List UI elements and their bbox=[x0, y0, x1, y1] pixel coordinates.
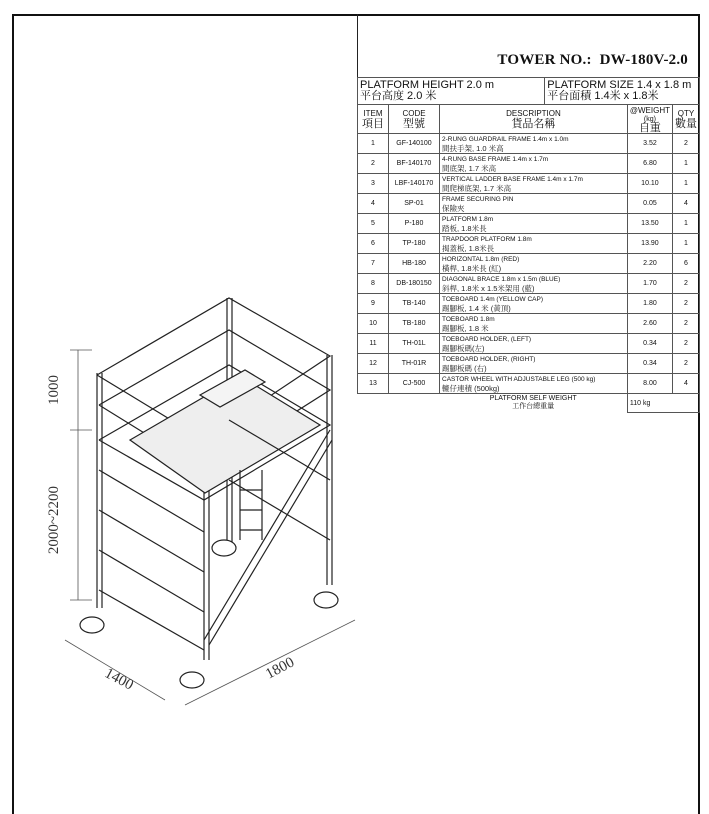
item-weight: 6.80 bbox=[627, 154, 672, 174]
item-description-zh: 轆仔連積 (500kg) bbox=[442, 383, 500, 393]
item-description-en: TOEBOARD 1.4m (YELLOW CAP) bbox=[442, 295, 544, 303]
total-weight-label-en: PLATFORM SELF WEIGHT bbox=[489, 395, 577, 403]
item-qty: 1 bbox=[673, 154, 700, 174]
item-weight: 13.50 bbox=[627, 214, 672, 234]
item-qty: 2 bbox=[673, 334, 700, 354]
dim-guardrail-height: 1000 bbox=[46, 375, 62, 405]
item-number: 3 bbox=[358, 174, 389, 194]
total-weight-label-zh: 工作台總重量 bbox=[512, 403, 555, 411]
item-code: LBF-140170 bbox=[389, 174, 440, 194]
item-code: TB-180 bbox=[389, 314, 440, 334]
item-qty: 1 bbox=[673, 234, 700, 254]
dim-length: 1800 bbox=[263, 654, 298, 683]
dim-platform-height: 2000~2200 bbox=[46, 485, 62, 555]
col-qty-en: QTY bbox=[677, 109, 695, 118]
item-description-en: TOEBOARD 1.8m bbox=[442, 315, 495, 323]
item-description-zh: 斜桿, 1.8米 x 1.5米架用 (藍) bbox=[442, 283, 535, 293]
item-code: TH-01L bbox=[389, 334, 440, 354]
item-qty: 4 bbox=[673, 194, 700, 214]
item-code: SP-01 bbox=[389, 194, 440, 214]
item-code: TP-180 bbox=[389, 234, 440, 254]
castor-wheel-front-left bbox=[80, 617, 104, 633]
castor-wheel-back-left bbox=[212, 540, 236, 556]
item-description-en: DIAGONAL BRACE 1.8m x 1.5m (BLUE) bbox=[442, 275, 561, 283]
item-qty: 6 bbox=[673, 254, 700, 274]
dim-width: 1400 bbox=[101, 665, 136, 694]
item-description-en: FRAME SECURING PIN bbox=[442, 195, 514, 203]
item-code: CJ-500 bbox=[389, 374, 440, 394]
item-code: GF-140100 bbox=[389, 134, 440, 154]
rung-4 bbox=[99, 590, 204, 650]
item-description-zh: 間扶手架, 1.0 米高 bbox=[442, 143, 504, 153]
item-qty: 2 bbox=[673, 314, 700, 334]
item-number: 10 bbox=[358, 314, 389, 334]
dim-line-length bbox=[185, 620, 355, 705]
castor-wheel-front-right bbox=[180, 672, 204, 688]
item-qty: 2 bbox=[673, 354, 700, 374]
item-description-zh: 保險夾 bbox=[442, 203, 465, 213]
item-description-zh: 踢腳板碼(左) bbox=[442, 343, 485, 353]
tower-label: TOWER NO.: bbox=[497, 52, 592, 68]
col-code-zh: 型號 bbox=[403, 118, 425, 130]
item-description-en: 2-RUNG GUARDRAIL FRAME 1.4m x 1.0m bbox=[442, 135, 569, 143]
item-weight: 8.00 bbox=[627, 374, 672, 394]
platform-height-en: PLATFORM HEIGHT 2.0 m bbox=[360, 79, 495, 91]
item-qty: 2 bbox=[673, 274, 700, 294]
col-code-en: CODE bbox=[402, 109, 426, 118]
item-description-en: TRAPDOOR PLATFORM 1.8m bbox=[442, 235, 532, 243]
item-description-zh: 揭蓋板, 1.8米長 bbox=[442, 243, 495, 253]
item-weight: 2.60 bbox=[627, 314, 672, 334]
item-qty: 1 bbox=[673, 174, 700, 194]
total-weight-value: 110 kg bbox=[627, 394, 699, 413]
item-code: TB-140 bbox=[389, 294, 440, 314]
col-item-zh: 項目 bbox=[362, 118, 384, 130]
item-weight: 0.34 bbox=[627, 334, 672, 354]
item-weight: 0.34 bbox=[627, 354, 672, 374]
item-number: 9 bbox=[358, 294, 389, 314]
item-description-zh: 踢腳板, 1.8 米 bbox=[442, 323, 489, 333]
item-description-zh: 踢腳板, 1.4 米 (黃頂) bbox=[442, 303, 511, 313]
item-number: 11 bbox=[358, 334, 389, 354]
item-description-zh: 踢腳板碼 (右) bbox=[442, 363, 487, 373]
tower-frame-lines bbox=[97, 298, 332, 660]
item-code: DB-180150 bbox=[389, 274, 440, 294]
col-qty-zh: 數量 bbox=[675, 118, 697, 130]
item-description-zh: 間爬梯底架, 1.7 米高 bbox=[442, 183, 512, 193]
item-code: BF-140170 bbox=[389, 154, 440, 174]
item-description-en: VERTICAL LADDER BASE FRAME 1.4m x 1.7m bbox=[442, 175, 583, 183]
platform-size-en: PLATFORM SIZE 1.4 x 1.8 m bbox=[547, 79, 692, 91]
item-weight: 0.05 bbox=[627, 194, 672, 214]
rung-2 bbox=[99, 510, 204, 572]
item-qty: 2 bbox=[673, 294, 700, 314]
item-description-en: HORIZONTAL 1.8m (RED) bbox=[442, 255, 520, 263]
item-weight: 1.80 bbox=[627, 294, 672, 314]
item-weight: 2.20 bbox=[627, 254, 672, 274]
item-number: 13 bbox=[358, 374, 389, 394]
item-number: 12 bbox=[358, 354, 389, 374]
item-code: TH-01R bbox=[389, 354, 440, 374]
item-description-en: CASTOR WHEEL WITH ADJUSTABLE LEG (500 kg) bbox=[442, 375, 596, 383]
item-number: 4 bbox=[358, 194, 389, 214]
item-description-en: TOEBOARD HOLDER, (RIGHT) bbox=[442, 355, 536, 363]
platform-height-zh: 平台高度 2.0 米 bbox=[360, 90, 437, 102]
item-description-zh: 踏板, 1.8米長 bbox=[442, 223, 487, 233]
item-weight: 3.52 bbox=[627, 134, 672, 154]
item-weight: 1.70 bbox=[627, 274, 672, 294]
item-description-en: PLATFORM 1.8m bbox=[442, 215, 494, 223]
item-description-en: TOEBOARD HOLDER, (LEFT) bbox=[442, 335, 532, 343]
col-weight-zh: 自重 bbox=[638, 121, 661, 134]
item-code: P-180 bbox=[389, 214, 440, 234]
item-number: 8 bbox=[358, 274, 389, 294]
item-description-en: 4-RUNG BASE FRAME 1.4m x 1.7m bbox=[442, 155, 549, 163]
tower-code: DW-180V-2.0 bbox=[599, 52, 688, 68]
item-number: 2 bbox=[358, 154, 389, 174]
castor-wheel-back-right bbox=[314, 592, 338, 608]
item-qty: 2 bbox=[673, 134, 700, 154]
rung-3 bbox=[99, 550, 204, 612]
col-desc-en: DESCRIPTION bbox=[506, 109, 561, 118]
item-number: 5 bbox=[358, 214, 389, 234]
item-number: 1 bbox=[358, 134, 389, 154]
item-weight: 13.90 bbox=[627, 234, 672, 254]
item-number: 7 bbox=[358, 254, 389, 274]
item-qty: 1 bbox=[673, 214, 700, 234]
platform-size-zh: 平台面積 1.4米 x 1.8米 bbox=[547, 90, 659, 102]
col-weight-unit: (kg) bbox=[643, 115, 656, 123]
item-qty: 4 bbox=[673, 374, 700, 394]
item-weight: 10.10 bbox=[627, 174, 672, 194]
item-number: 6 bbox=[358, 234, 389, 254]
col-item-en: ITEM bbox=[363, 109, 383, 118]
col-desc-zh: 貨品名稱 bbox=[511, 118, 556, 130]
col-weight-en: @WEIGHT bbox=[629, 105, 670, 115]
item-code: HB-180 bbox=[389, 254, 440, 274]
item-description-zh: 間底架, 1.7 米高 bbox=[442, 163, 497, 173]
item-description-zh: 橫桿, 1.8米長 (紅) bbox=[442, 263, 502, 273]
